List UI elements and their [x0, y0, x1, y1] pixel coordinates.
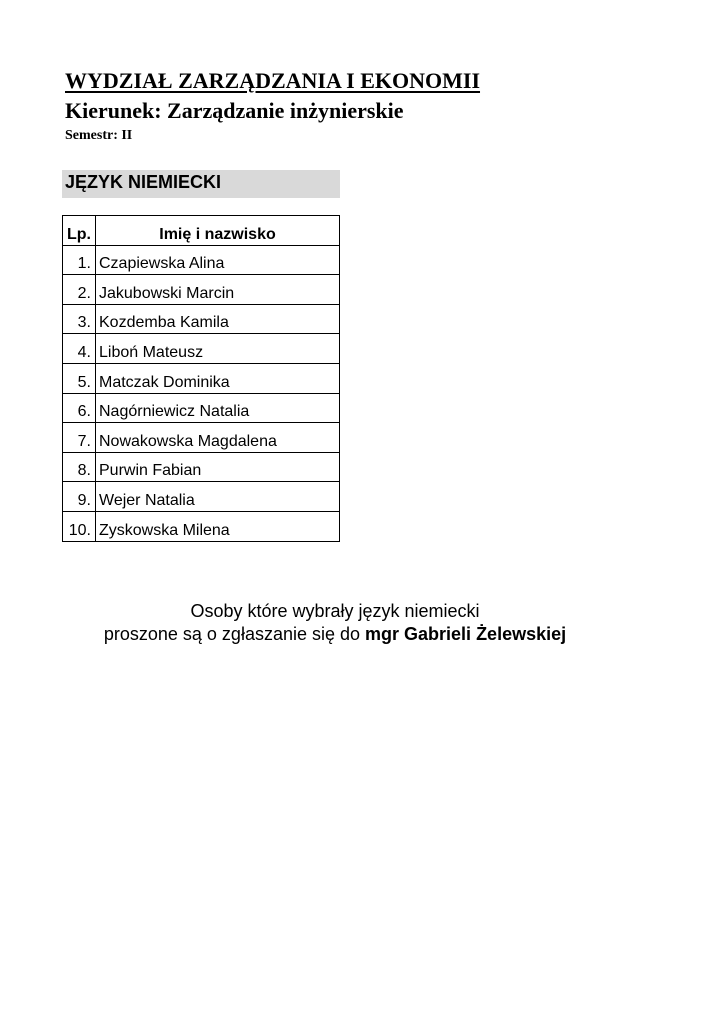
student-name: Jakubowski Marcin	[96, 275, 340, 305]
table-row	[63, 393, 340, 423]
table-row	[63, 423, 340, 453]
student-name: Kozdemba Kamila	[96, 304, 340, 334]
student-table	[62, 215, 340, 542]
row-number: 4.	[63, 334, 96, 364]
semester-line: Semestr: II	[65, 128, 133, 143]
row-number: 8.	[63, 452, 96, 482]
table-row	[63, 334, 340, 364]
column-header-lp: Lp.	[63, 216, 96, 246]
notice-prefix: proszone są o zgłaszanie się do	[103, 624, 366, 644]
row-number: 2.	[63, 275, 96, 305]
row-number: 3.	[63, 304, 96, 334]
table-row	[63, 304, 340, 334]
table-header-row	[63, 216, 340, 246]
student-name: Matczak Dominika	[96, 363, 340, 393]
column-header-name: Imię i nazwisko	[96, 216, 340, 246]
table-row	[63, 245, 340, 275]
program-line: Kierunek: Zarządzanie inżynierskie	[65, 98, 404, 123]
row-number: 9.	[63, 482, 96, 512]
student-name: Nowakowska Magdalena	[96, 423, 340, 453]
row-number: 5.	[63, 363, 96, 393]
row-number: 1.	[63, 245, 96, 275]
row-number: 10.	[63, 511, 96, 541]
table-row	[63, 275, 340, 305]
table-row	[63, 511, 340, 541]
student-name: Liboń Mateusz	[96, 334, 340, 364]
faculty-title: WYDZIAŁ ZARZĄDZANIA I EKONOMII	[65, 68, 481, 93]
table-row	[63, 482, 340, 512]
student-name: Wejer Natalia	[96, 482, 340, 512]
row-number: 6.	[63, 393, 96, 423]
student-name: Czapiewska Alina	[96, 245, 340, 275]
table-row	[63, 363, 340, 393]
student-name: Zyskowska Milena	[96, 511, 340, 541]
student-name: Nagórniewicz Natalia	[96, 393, 340, 423]
student-name: Purwin Fabian	[96, 452, 340, 482]
row-number: 7.	[63, 423, 96, 453]
notice	[0, 600, 670, 646]
teacher-name: mgr Gabrieli Żelewskiej	[365, 624, 567, 644]
notice-line-1: Osoby które wybrały język niemiecki	[190, 601, 480, 621]
language-section-title: JĘZYK NIEMIECKI	[62, 170, 340, 198]
notice-line-2	[0, 623, 670, 646]
table-row	[63, 452, 340, 482]
